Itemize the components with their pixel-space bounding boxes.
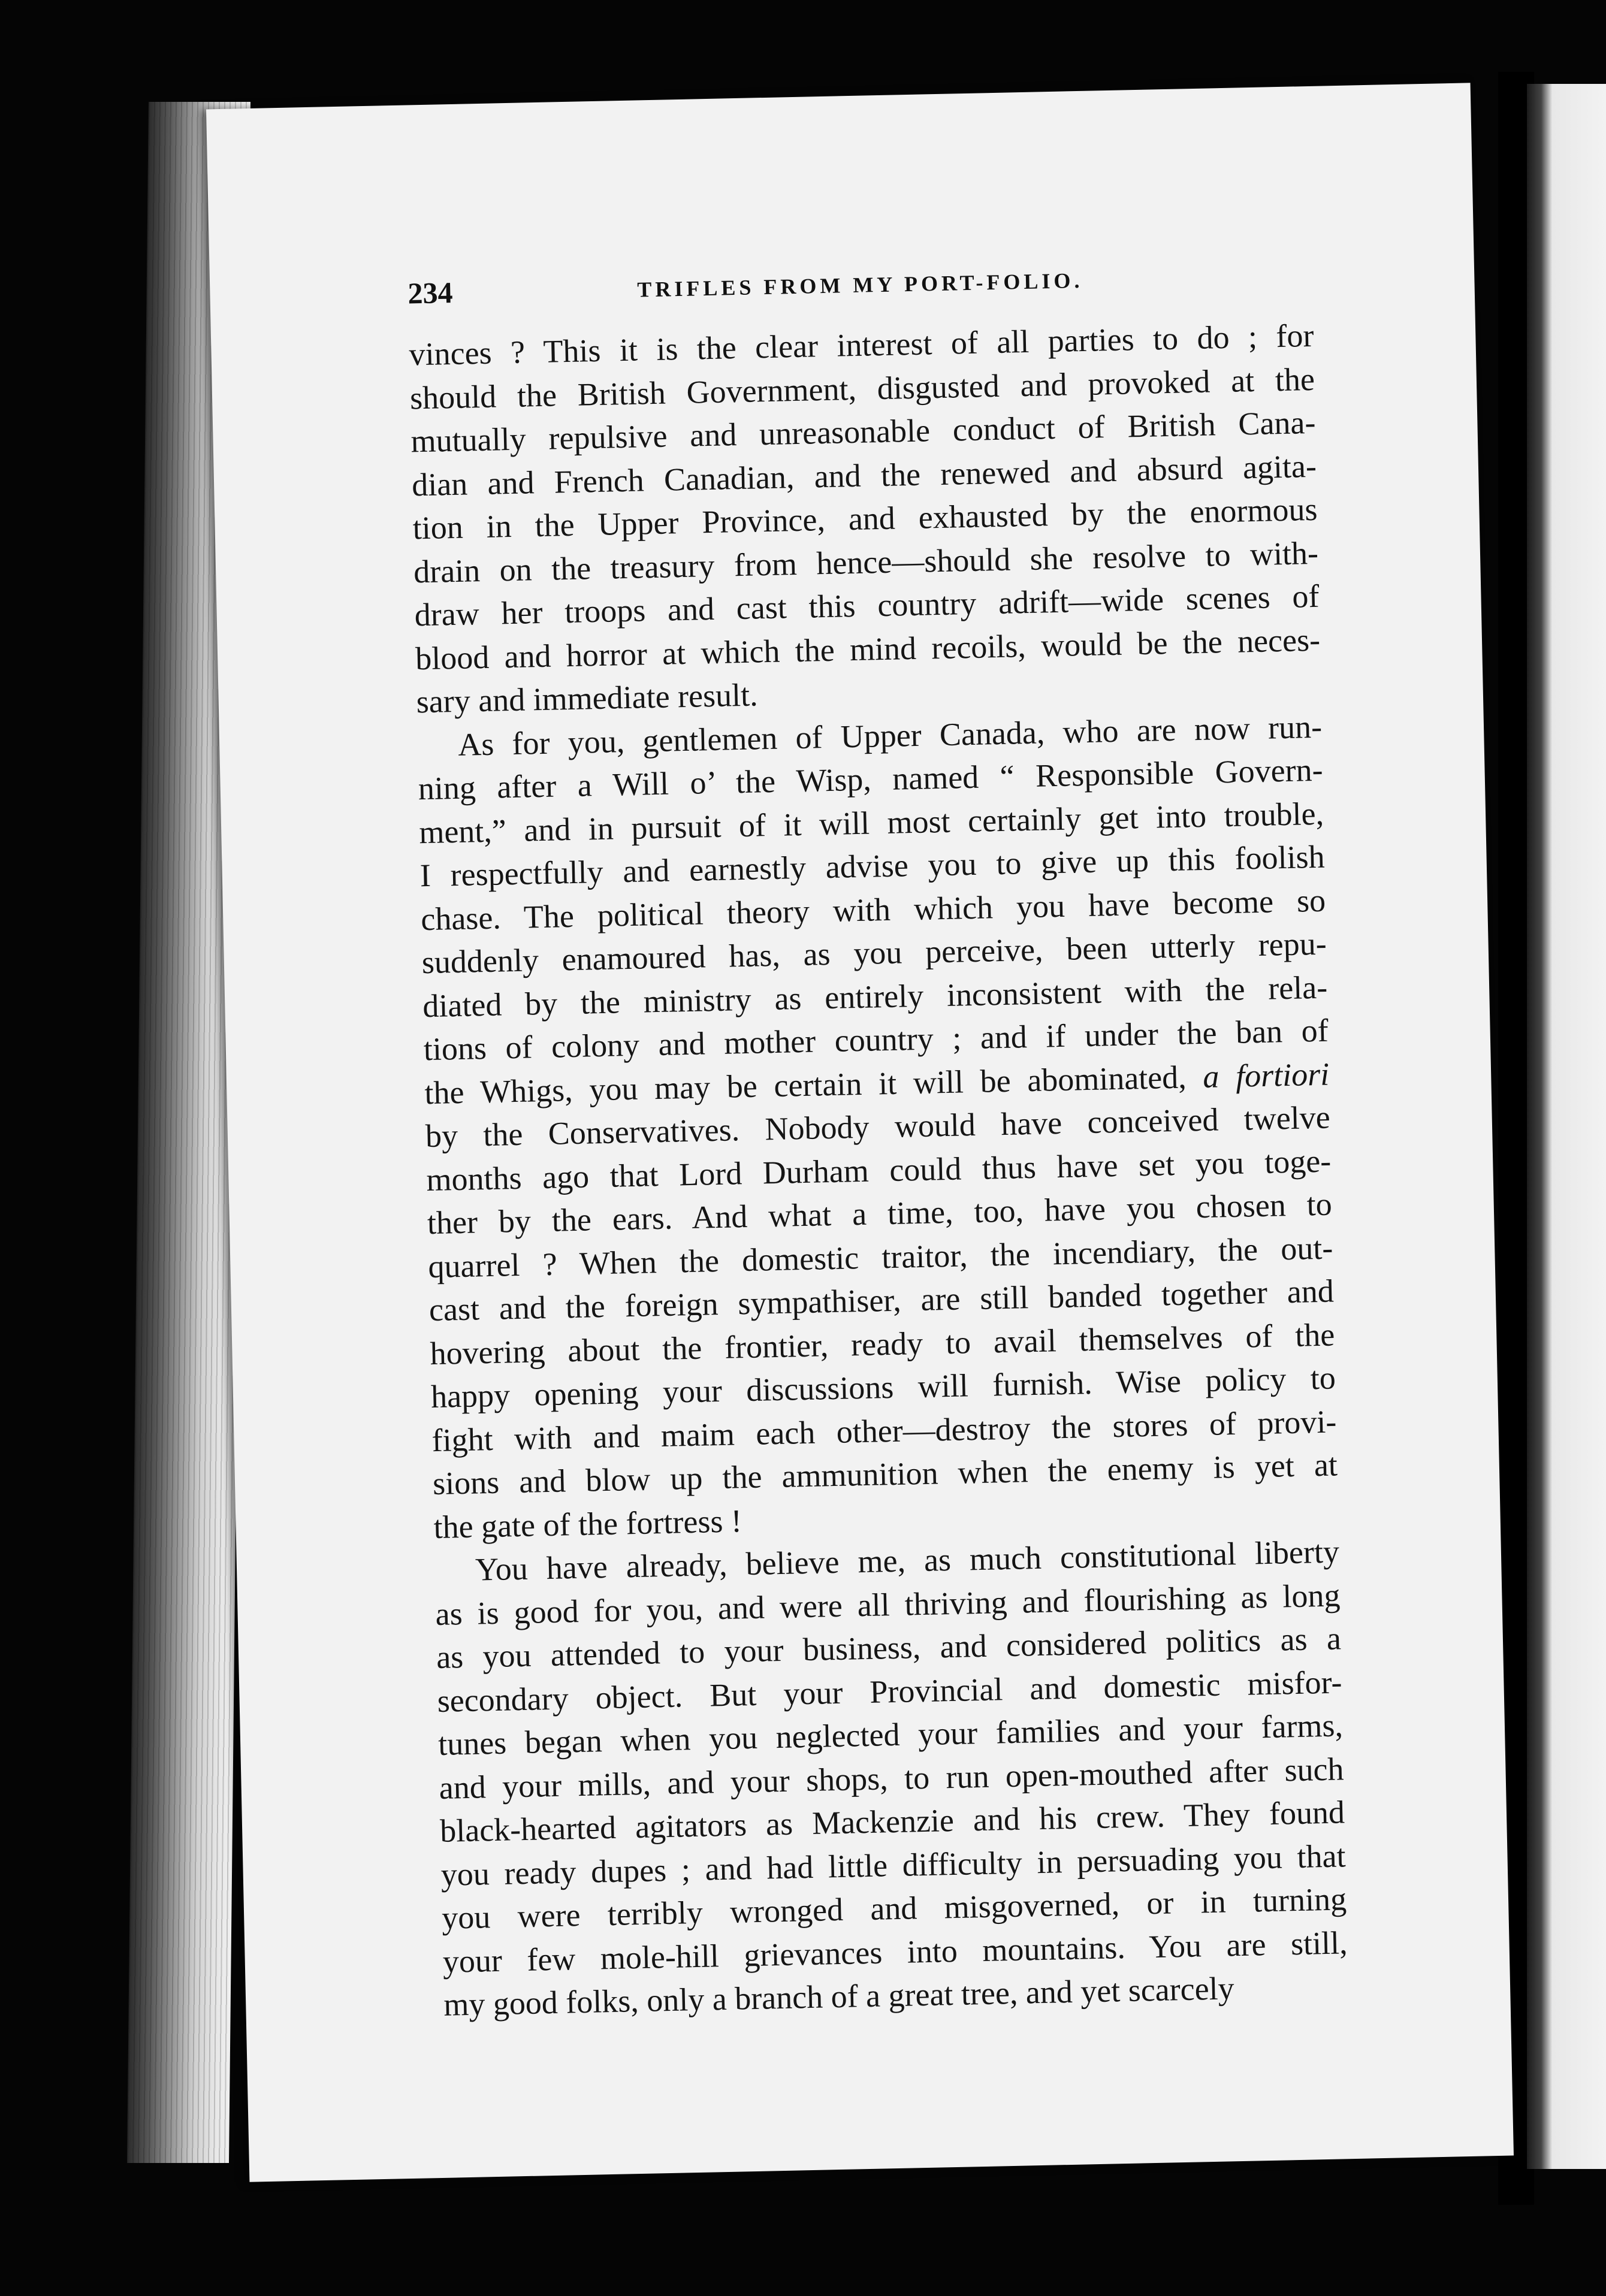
- text-line: sary and immediate result.: [416, 676, 759, 720]
- running-title: TRIFLES FROM MY PORT-FOLIO.: [636, 268, 1083, 302]
- text-line: You have already, believe me, as much constitutional liberty: [475, 1533, 1340, 1588]
- text-line: tion in the Upper Province, and exhausted by the enormous: [412, 491, 1318, 546]
- text-line: fight with and maim each other—destroy the stores of provi-: [431, 1403, 1337, 1458]
- text-line: diated by the ministry as entirely inconsistent with the rela-: [422, 969, 1328, 1024]
- text-line: should the British Government, disgusted and provoked at the: [409, 361, 1315, 416]
- text-line: my good folks, only a branch of a great tree, and yet scarcely: [443, 1970, 1235, 2023]
- text-line: ment,” and in pursuit of it will most certainly get into trouble,: [418, 795, 1324, 850]
- text-line: quarrel ? When the domestic traitor, the incendiary, the out-: [427, 1229, 1333, 1285]
- text-line: cast and the foreign sympathiser, are still banded together and: [428, 1273, 1335, 1328]
- text-line: vinces ? This it is the clear interest of all parties to do ; for: [409, 317, 1314, 373]
- text-line: sions and blow up the ammunition when the enemy is yet at: [432, 1446, 1338, 1502]
- text-line: months ago that Lord Durham could thus have set you toge-: [425, 1143, 1332, 1198]
- text-line: your few mole-hill grievances into mountains. You are still,: [442, 1924, 1348, 1980]
- text-line: draw her troops and cast this country adrift—wide scenes of: [414, 578, 1320, 633]
- text-line: and your mills, and your shops, to run open-mouthed after such: [439, 1750, 1345, 1806]
- page-number: 234: [407, 275, 454, 310]
- text-line: as is good for you, and were all thriving and flourishing as long: [435, 1576, 1341, 1632]
- text-line: As for you, gentlemen of Upper Canada, who are now run-: [457, 708, 1323, 763]
- text-line: dian and French Canadian, and the renewed and absurd agita-: [411, 448, 1317, 503]
- text-line: black-hearted agitators as Mackenzie and his crew. They found: [439, 1794, 1345, 1849]
- text-line: you were terribly wronged and misgoverned, or in turning: [441, 1881, 1347, 1936]
- text-line: chase. The political theory with which you have become so: [420, 882, 1326, 937]
- text-line: secondary object. But your Provincial and domestic misfor-: [437, 1663, 1343, 1719]
- text-line: hovering about the frontier, ready to avail themselves of the: [429, 1316, 1335, 1371]
- text-line: blood and horror at which the mind recoils, would be the neces-: [415, 621, 1321, 676]
- text-line: as you attended to your business, and considered politics as a: [436, 1620, 1342, 1675]
- text-line: tions of colony and mother country ; and if under the ban of: [423, 1012, 1329, 1068]
- body-text: [409, 314, 1349, 2027]
- text-line: ning after a Will o’ the Wisp, named “ Responsible Govern-: [418, 751, 1324, 807]
- text-line: you ready dupes ; and had little difficulty in persuading you that: [440, 1837, 1347, 1893]
- book-page: [206, 83, 1514, 2182]
- text-line: by the Conservatives. Nobody would have conceived twelve: [425, 1099, 1331, 1155]
- text-line: tunes began when you neglected your families and your farms,: [437, 1707, 1344, 1762]
- text-line: happy opening your discussions will furnish. Wise policy to: [430, 1360, 1336, 1415]
- text-line: mutually repulsive and unreasonable conduct of British Cana-: [410, 404, 1316, 460]
- text-line: ther by the ears. And what a time, too, have you chosen to: [427, 1186, 1333, 1241]
- text-line: the Whigs, you may be certain it will be abominated, a fortiori: [424, 1056, 1330, 1111]
- text-line: I respectfully and earnestly advise you to give up this foolish: [419, 838, 1326, 894]
- paragraph: [434, 1530, 1348, 2026]
- opposite-page-edge: [1527, 84, 1606, 2169]
- text-line: suddenly enamoured has, as you perceive, been utterly repu-: [421, 925, 1327, 981]
- paragraph: [417, 705, 1339, 1549]
- paragraph: [409, 314, 1321, 724]
- page-header: [407, 257, 1313, 324]
- text-line: the gate of the fortress !: [433, 1502, 742, 1545]
- text-line: drain on the treasury from hence—should she resolve to with-: [413, 534, 1319, 590]
